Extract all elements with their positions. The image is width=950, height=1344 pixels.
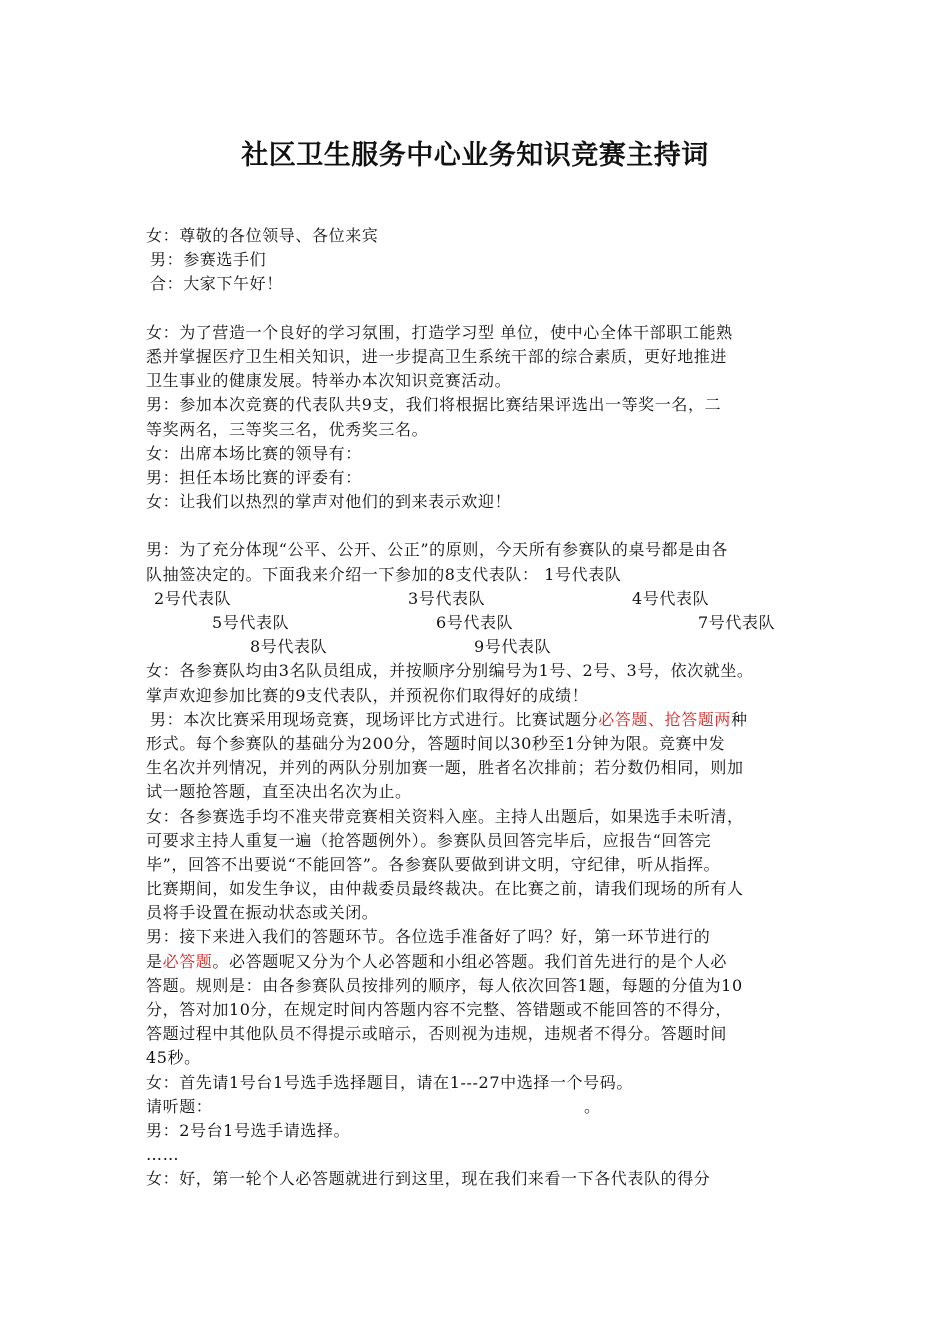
script-line: 女：好，第一轮个人必答题就进行到这里，现在我们来看一下各代表队的得分 — [146, 1169, 711, 1189]
script-line: 悉并掌握医疗卫生相关知识，进一步提高卫生系统干部的综合素质，更好地推进 — [146, 346, 728, 366]
script-line: 可要求主持人重复一遍（抢答题例外）。参赛队员回答完毕后，应报告“回答完 — [146, 830, 712, 850]
script-line — [146, 950, 814, 974]
script-line: 试一题抢答题，直至决出名次为止。 — [146, 782, 412, 802]
script-line: 男：为了充分体现“公平、公开、公正”的原则，今天所有参赛队的桌号都是由各 — [146, 540, 728, 560]
text-run: 是 — [146, 951, 163, 971]
greeting-line: 合：大家下午好！ — [150, 274, 283, 294]
script-line: 男：担任本场比赛的评委有： — [146, 467, 362, 487]
script-line: 女：让我们以热烈的掌声对他们的到来表示欢迎！ — [146, 492, 512, 512]
greeting-line: 女：尊敬的各位领导、各位来宾 — [146, 226, 379, 245]
script-line: 形式。每个参赛队的基础分为200分，答题时间以30秒至1分钟为限。竞赛中发 — [146, 733, 726, 753]
team-label: 6号代表队 — [436, 613, 514, 632]
script-line: …… — [146, 1145, 180, 1165]
text-run: 种 — [731, 709, 748, 729]
script-line: 答题。规则是：由各参赛队员按排列的顺序，每人依次回答1题，每题的分值为10 — [146, 975, 743, 995]
script-line: 分，答对加10分，在规定时间内答题内容不完整、答错题或不能回答的不得分， — [146, 1000, 732, 1019]
document-title: 社区卫生服务中心业务知识竞赛主持词 — [241, 140, 709, 171]
script-line: 比赛期间，如发生争议，由仲裁委员最终裁决。在比赛之前，请我们现场的所有人 — [146, 879, 744, 899]
script-line: 员将手设置在振动状态或关闭。 — [146, 903, 379, 923]
team-label: 5号代表队 — [212, 613, 290, 632]
team-label: 2号代表队 — [154, 588, 232, 608]
script-line: 女：出席本场比赛的领导有： — [146, 443, 362, 463]
script-line: 毕”，回答不出要说“不能回答”。各参赛队要做到讲文明，守纪律，听从指挥。 — [146, 854, 721, 874]
script-line: 队抽签决定的。下面我来介绍一下参加的8支代表队： 1号代表队 — [146, 564, 622, 584]
team-label: 9号代表队 — [474, 637, 552, 657]
paragraph-gap — [146, 514, 814, 538]
script-line: 答题过程中其他队员不得提示或暗示，否则视为违规，违规者不得分。答题时间 — [146, 1024, 728, 1044]
script-line: 卫生事业的健康发展。特举办本次知识竞赛活动。 — [146, 371, 512, 391]
script-line: 掌声欢迎参加比赛的9支代表队，并预祝你们取得好的成绩！ — [146, 685, 589, 705]
team-row — [146, 587, 814, 611]
paragraph-gap — [146, 297, 814, 321]
team-label: 4号代表队 — [632, 588, 710, 608]
script-line: 女：各参赛选手均不准夹带竞赛相关资料入座。主持人出题后，如果选手未听清， — [146, 806, 744, 826]
highlighted-text: 必答题、抢答题两 — [598, 709, 732, 729]
highlighted-text: 必答题 — [162, 951, 213, 971]
script-line: 等奖两名，三等奖三名，优秀奖三名。 — [146, 419, 429, 439]
script-line: 男：接下来进入我们的答题环节。各位选手准备好了吗？好，第一环节进行的 — [146, 927, 711, 947]
team-row — [146, 635, 814, 659]
script-line: 女：首先请1号台1号选手选择题目，请在1---27中选择一个号码。 — [146, 1072, 633, 1092]
script-line: 男：参加本次竞赛的代表队共9支，我们将根据比赛结果评选出一等奖一名，二 — [146, 395, 722, 415]
script-line: 45秒。 — [146, 1048, 201, 1068]
script-line: 女：为了营造一个良好的学习氛围，打造学习型 单位，使中心全体干部职工能熟 — [146, 322, 733, 342]
script-line: 生名次并列情况，并列的两队分别加赛一题，胜者名次排前；若分数仍相同，则加 — [146, 758, 744, 778]
team-label: 7号代表队 — [698, 613, 776, 632]
greeting-line: 男：参赛选手们 — [150, 250, 267, 270]
team-label: 8号代表队 — [250, 637, 328, 657]
text-run: 请听题： — [146, 1096, 213, 1116]
team-row — [146, 611, 814, 635]
text-run: 。 — [584, 1096, 601, 1116]
text-run: 。必答题呢又分为个人必答题和小组必答题。我们首先进行的是个人必 — [212, 951, 728, 971]
script-line: 女：各参赛队均由3名队员组成，并按顺序分别编号为1号、2号、3号，依次就坐。 — [146, 661, 754, 681]
script-line: 男：2号台1号选手请选择。 — [146, 1120, 351, 1140]
document-body — [146, 224, 814, 1192]
team-label: 3号代表队 — [408, 588, 486, 608]
text-run: 男：本次比赛采用现场竞赛，现场评比方式进行。比赛试题分 — [150, 709, 599, 729]
script-line — [146, 1095, 814, 1119]
script-line — [146, 708, 814, 732]
